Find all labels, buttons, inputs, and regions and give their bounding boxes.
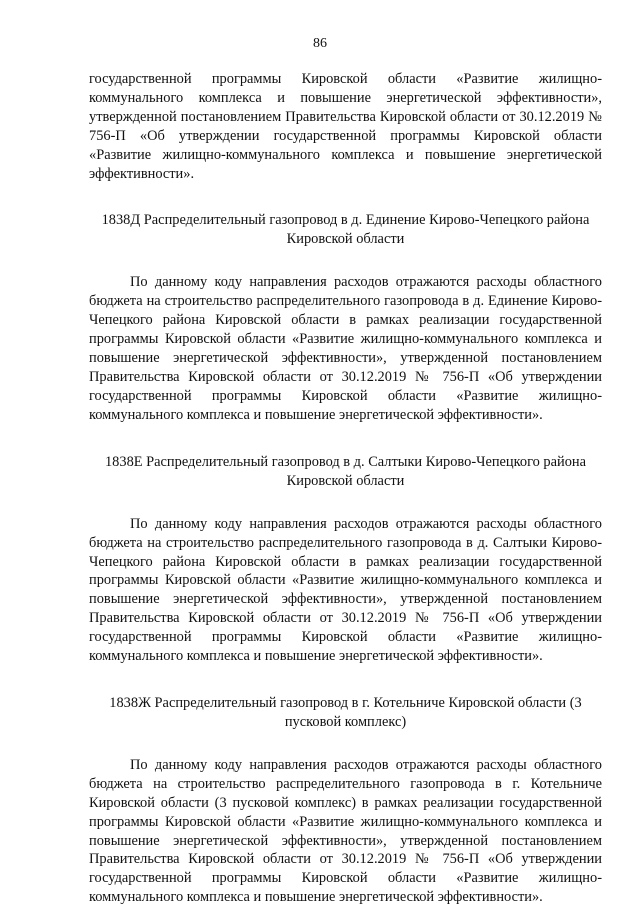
section-paragraph-1838e: По данному коду направления расходов отражаются расходы областного бюджета на строительство распределительного газопровода в д. Салтыки Кирово-Чепецкого района Кировской области в рамках реализации государственной программы Кировской области «Развитие жилищно-коммунального комплекса и повышение энергетической эффективности», утвержденной постановлением Правительства Кировской области от 30.12.2019 № 756-П «Об утверждении государственной программы Кировской области «Развитие жилищно-коммунального комплекса и повышение энергетической эффективности». <box>89 515 602 665</box>
spacer <box>89 732 602 756</box>
spacer <box>89 425 602 453</box>
section-paragraph-1838d: По данному коду направления расходов отражаются расходы областного бюджета на строительство распределительного газопровода в д. Единение Кирово-Чепецкого района Кировской области в рамках реализации государственной программы Кировской области «Развитие жилищно-коммунального комплекса и повышение энергетической эффективности», утвержденной постановлением Правительства Кировской области от 30.12.2019 № 756-П «Об утверждении государственной программы Кировской области «Развитие жилищно-коммунального комплекса и повышение энергетической эффективности». <box>89 274 602 423</box>
intro-paragraph: государственной программы Кировской области «Развитие жилищно-коммунального комплекса и повышение энергетической эффективности», утвержденной постановлением Правительства Кировской области от 30.12.2019 № 756-П «Об утверждении государственной программы Кировской области «Развитие жилищно-коммунального комплекса и повышение энергетической эффективности». <box>89 71 602 182</box>
spacer <box>89 666 602 694</box>
section-heading-1838zh: 1838Ж Распределительный газопровод в г. Котельниче Кировской области (3 пусковой комплекс) <box>109 694 582 730</box>
page-number: 86 <box>313 36 327 51</box>
document-body <box>89 70 602 907</box>
spacer <box>89 491 602 515</box>
section-heading-1838e: 1838Е Распределительный газопровод в д. Салтыки Кирово-Чепецкого района Кировской области <box>104 453 586 489</box>
spacer <box>89 249 602 273</box>
section-paragraph-1838zh: По данному коду направления расходов отражаются расходы областного бюджета на строительство распределительного газопровода в г. Котельниче Кировской области (3 пусковой комплекс) в рамках реализации государственной программы Кировской области «Развитие жилищно-коммунального комплекса и повышение энергетической эффективности», утвержденной постановлением Правительства Кировской области от 30.12.2019 № 756-П «Об утверждении государственной программы Кировской области «Развитие жилищно-коммунального комплекса и повышение энергетической эффективности». <box>89 756 602 906</box>
section-heading-1838d: 1838Д Распределительный газопровод в д. Единение Кирово-Чепецкого района Кировской области <box>101 212 590 248</box>
spacer <box>89 183 602 211</box>
